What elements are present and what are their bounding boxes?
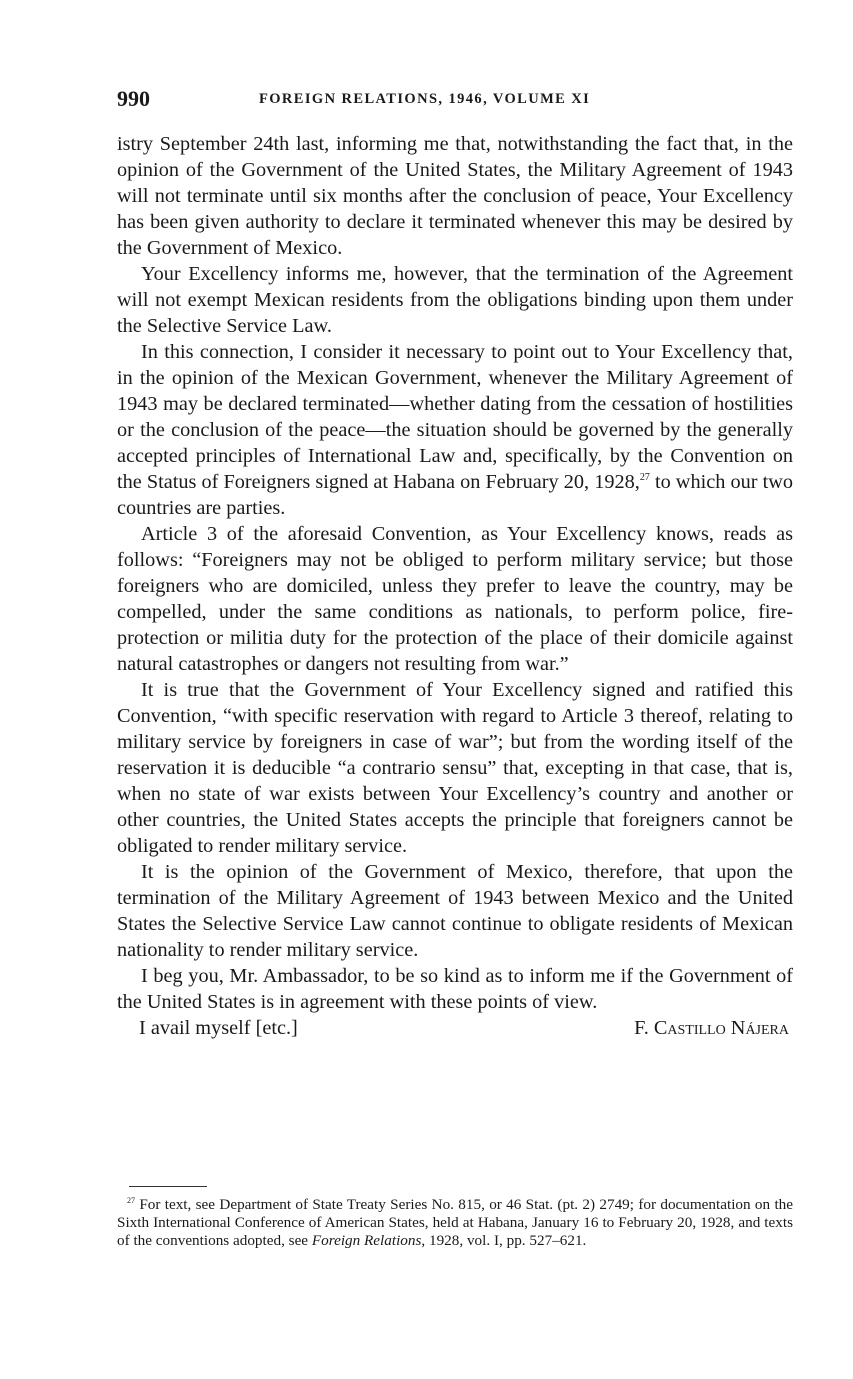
footnote [117,1196,793,1250]
footnote-title: Foreign Relations [311,1232,422,1249]
signature-part: ájera [745,1017,789,1039]
body-text [117,131,793,1041]
page-header [117,86,793,114]
complimentary-close: I avail myself [etc.] [139,1017,298,1039]
paragraph: It is true that the Government of Your Excellency signed and ratified this Convention, “with specific reservation with regard to Article 3 thereof, relating to military service by foreigners in case of war”; but from the wording itself of the reservation it is deducible “a contrario sensu” that, excepting in that case, that is, when no state of war exists between Your Excellency’s country and another or other countries, the United States accepts the principle that foreigners cannot be obligated to render military service. [117,679,793,857]
paragraph-text: In this connection, I consider it necessary to point out to Your Excellency that, in the opinion of the Mexican Government, whenever the Military Agreement of 1943 may be declared terminated—whether dating from the cessation of hostilities or the conclusion of the peace—the situation should be governed by the generally accepted principles of International Law and, specifically, by the Convention on the Status of Foreigners signed at Habana on February 20, 1928, [117,341,793,493]
footnote-text [117,1196,793,1250]
signature [634,1015,789,1041]
footnote-reference: 27 [639,472,650,484]
footnote-body: For text, see Department of State Treaty Series No. 815, or 46 Stat. (pt. 2) 2749; for documentation on the Sixth International Conference of American States, held at Habana, January 16 to February 20, 1928, and texts of the conventions adopted, see [117,1196,793,1249]
paragraph-continued: istry September 24th last, informing me that, notwithstanding the fact that, in the opinion of the Government of the United States, the Military Agreement of 1943 will not terminate until six months after the conclusion of peace, Your Excellency has been given authority to declare it terminated whenever this may be desired by the Government of Mexico. [117,133,793,259]
signature-initial: F. C [634,1017,668,1039]
signature-part: N [725,1017,746,1039]
closing-line [117,1015,793,1041]
paragraph: It is the opinion of the Government of Mexico, therefore, that upon the termination of the Military Agreement of 1943 between Mexico and the United States the Selective Service Law cannot continue to obligate residents of Mexican nationality to render military service. [117,861,793,961]
paragraph: Your Excellency informs me, however, that the termination of the Agreement will not exempt Mexican residents from the obligations binding upon them under the Selective Service Law. [117,263,793,337]
paragraph [117,339,793,521]
page-number: 990 [117,86,150,111]
paragraph: Article 3 of the aforesaid Convention, as Your Excellency knows, reads as follows: “Foreigners may not be obliged to perform military service; but those foreigners who are domiciled, unless they prefer to leave the country, may be compelled, under the same conditions as nationals, to perform police, fire-protection or militia duty for the protection of the place of their domicile against natural catastrophes or dangers not resulting from war.” [117,523,793,675]
footnote-divider [129,1186,207,1187]
signature-part: astillo [667,1017,726,1039]
footnote-number: 27 [127,1195,135,1205]
paragraph: I beg you, Mr. Ambassador, to be so kind as to inform me if the Government of the United States is in agreement with these points of view. [117,965,793,1013]
footnote-body-tail: , 1928, vol. I, pp. 527–621. [421,1232,587,1249]
paragraph-text-tail: to which our two countries are parties. [117,471,793,519]
running-head: FOREIGN RELATIONS, 1946, VOLUME XI [259,91,591,107]
